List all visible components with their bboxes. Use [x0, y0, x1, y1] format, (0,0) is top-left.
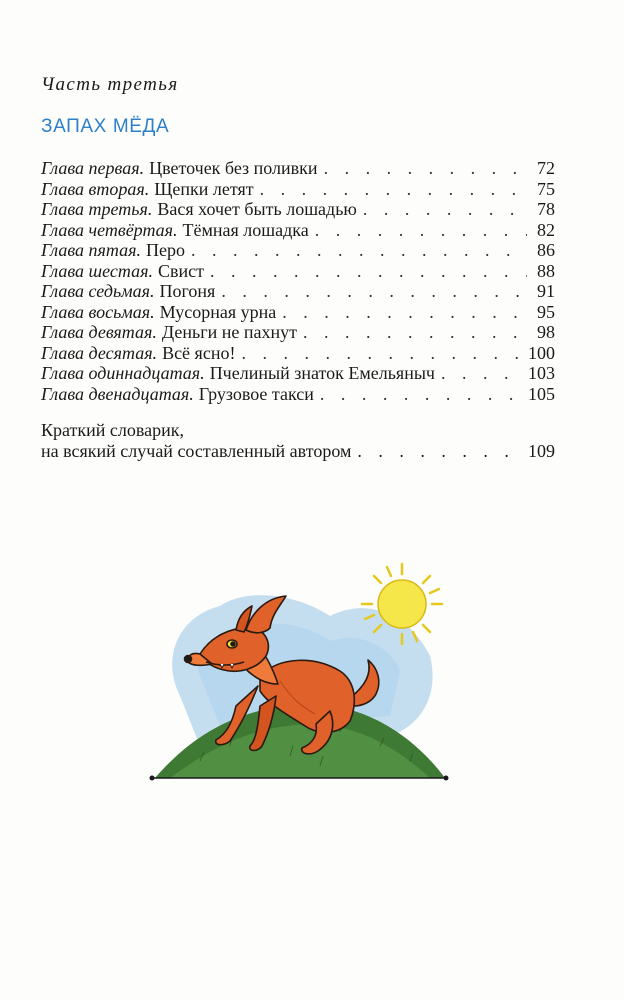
toc-page-number: 103	[528, 363, 555, 383]
toc-chapter-label: Глава десятая.	[41, 342, 158, 363]
toc-chapter-title: Цветочек без поливки	[149, 158, 318, 178]
dot-leader	[441, 363, 522, 384]
toc-entry[interactable]	[41, 158, 555, 179]
toc-entry[interactable]	[41, 363, 555, 384]
part-label: Часть третья	[41, 74, 179, 95]
dot-leader	[221, 281, 527, 302]
toc-entry[interactable]	[41, 281, 555, 302]
toc-chapter-label: Глава двенадцатая.	[41, 383, 194, 404]
dot-leader	[282, 302, 527, 323]
toc-entry[interactable]	[41, 199, 555, 220]
appendix-page-number: 109	[528, 441, 555, 461]
toc-chapter-label: Глава вторая.	[41, 178, 150, 199]
toc-chapter-label: Глава седьмая.	[41, 281, 155, 301]
toc-page-number: 86	[537, 240, 555, 260]
toc-chapter-title: Тёмная лошадка	[182, 219, 309, 240]
toc-page-number: 91	[537, 281, 555, 301]
dot-leader	[241, 343, 522, 364]
toc-entry[interactable]	[41, 322, 555, 343]
toc-chapter-title: Пчелиный знаток Емельяныч	[209, 363, 435, 383]
dot-leader	[363, 199, 527, 220]
dot-leader	[260, 179, 527, 200]
toc-page-number: 72	[537, 158, 555, 178]
dot-leader	[324, 158, 527, 179]
toc-page-number: 75	[537, 178, 555, 199]
dot-leader	[320, 384, 522, 405]
toc-chapter-label: Глава восьмая.	[41, 301, 155, 322]
toc-chapter-title: Свист	[157, 260, 204, 281]
toc-chapter-title: Перо	[146, 240, 185, 260]
toc-page-number: 98	[537, 322, 555, 342]
toc-chapter-label: Глава девятая.	[41, 322, 157, 342]
toc-page-number: 105	[528, 383, 555, 404]
toc-entry[interactable]	[41, 384, 555, 405]
toc-page-number: 95	[537, 301, 555, 322]
toc-chapter-label: Глава шестая.	[41, 260, 153, 281]
toc-chapter-title: Щепки летят	[154, 178, 254, 199]
toc-chapter-title: Погоня	[159, 281, 216, 301]
toc-entry[interactable]	[41, 261, 555, 282]
toc-entry[interactable]	[41, 240, 555, 261]
toc-chapter-title: Деньги не пахнут	[161, 322, 297, 342]
section-title: ЗАПАХ МЁДА	[41, 116, 170, 137]
toc-chapter-label: Глава одиннадцатая.	[41, 363, 205, 383]
dog-on-hill-illustration	[140, 556, 460, 786]
toc-page-number: 100	[528, 342, 555, 363]
toc-chapter-title: Мусорная урна	[159, 301, 277, 322]
toc-chapter-title: Грузовое такси	[198, 383, 314, 404]
dot-leader	[357, 441, 522, 462]
toc-chapter-label: Глава первая.	[41, 158, 145, 178]
table-of-contents	[41, 158, 555, 404]
toc-entry[interactable]	[41, 220, 555, 241]
appendix-line-2: на всякий случай составленный автором	[41, 441, 352, 461]
toc-entry[interactable]	[41, 302, 555, 323]
toc-chapter-title: Вася хочет быть лошадью	[157, 199, 357, 219]
appendix-line-1: Краткий словарик,	[41, 420, 185, 440]
dot-leader	[303, 322, 527, 343]
appendix-entry[interactable]	[41, 420, 555, 462]
toc-page-number: 88	[537, 260, 555, 281]
dot-leader	[210, 261, 527, 282]
dot-leader	[315, 220, 527, 241]
toc-chapter-title: Всё ясно!	[162, 342, 236, 363]
toc-page-number: 82	[537, 219, 555, 240]
dot-leader	[191, 240, 527, 261]
toc-page-number: 78	[537, 199, 555, 219]
toc-chapter-label: Глава пятая.	[41, 240, 141, 260]
toc-chapter-label: Глава третья.	[41, 199, 153, 219]
toc-entry[interactable]	[41, 343, 555, 364]
toc-chapter-label: Глава четвёртая.	[41, 219, 178, 240]
toc-entry[interactable]	[41, 179, 555, 200]
